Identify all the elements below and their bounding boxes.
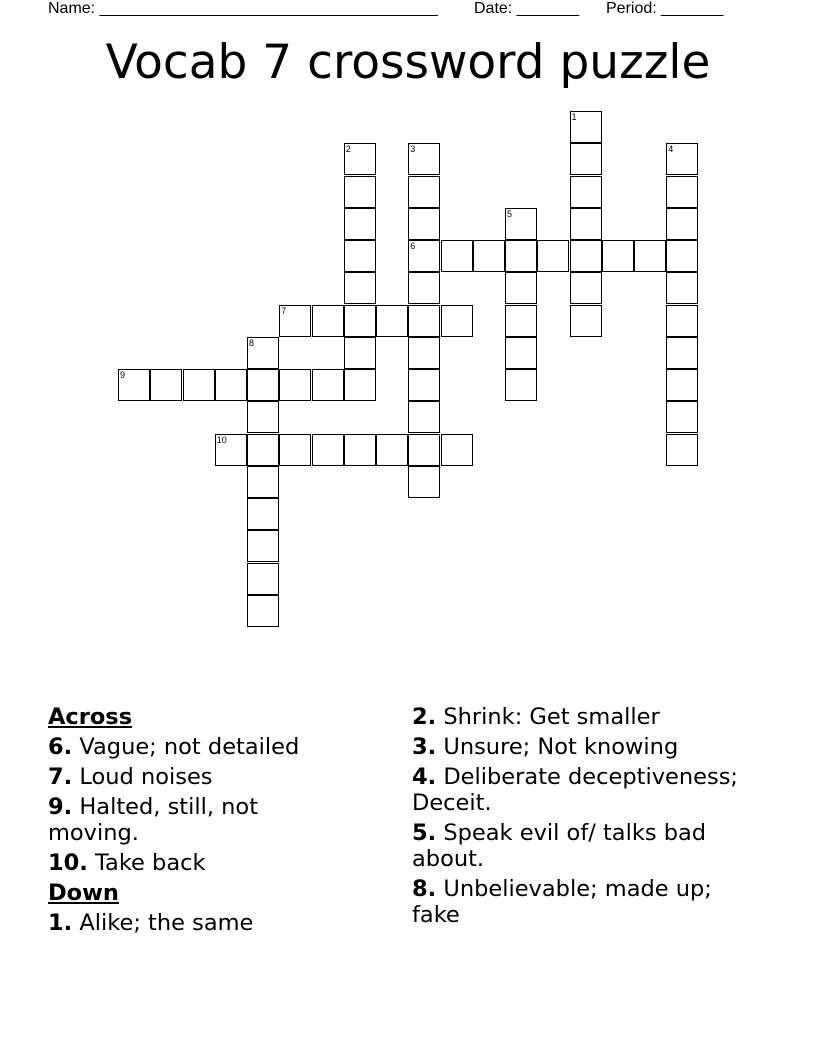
crossword-cell[interactable] (376, 434, 408, 466)
crossword-cell[interactable] (441, 305, 473, 337)
clue-text: Unbelievable; made up; fake (412, 876, 712, 928)
clue-text: Speak evil of/ talks bad about. (412, 820, 707, 872)
clue-down-2 (412, 704, 762, 730)
clue-number: 3. (412, 734, 437, 760)
crossword-cell[interactable] (376, 305, 408, 337)
crossword-cell[interactable] (570, 305, 602, 337)
crossword-cell[interactable] (473, 240, 505, 272)
name-field-label: Name: ______________________________________ (48, 0, 438, 17)
crossword-cell[interactable] (247, 434, 279, 466)
crossword-cell[interactable] (441, 434, 473, 466)
cell-number: 9 (120, 370, 126, 380)
crossword-cell[interactable] (183, 369, 215, 401)
crossword-cell[interactable] (505, 240, 537, 272)
cell-number: 8 (249, 337, 255, 348)
crossword-cell[interactable] (279, 369, 311, 401)
clue-text: Deliberate deceptiveness; Deceit. (412, 764, 738, 816)
clue-number: 9. (48, 794, 73, 820)
crossword-cell[interactable] (312, 434, 344, 466)
crossword-cell[interactable] (602, 240, 634, 272)
crossword-cell[interactable] (312, 305, 344, 337)
clue-down-8 (412, 876, 762, 928)
crossword-cell[interactable] (247, 530, 279, 562)
crossword-cell[interactable] (344, 305, 376, 337)
clue-across-7 (48, 764, 348, 790)
cell-number: 5 (507, 208, 513, 219)
clue-text: Take back (95, 850, 206, 876)
clue-text: Halted, still, not moving. (48, 794, 259, 846)
crossword-cell[interactable] (408, 305, 440, 337)
cell-number: 1 (571, 112, 577, 122)
crossword-cell[interactable] (247, 595, 279, 627)
clues-column-left (48, 704, 348, 940)
crossword-cell[interactable] (408, 466, 440, 498)
crossword-cell[interactable] (570, 143, 602, 175)
clue-down-3 (412, 734, 762, 760)
crossword-cell[interactable] (666, 434, 698, 466)
crossword-cell[interactable] (666, 240, 698, 272)
clues-column-right (412, 704, 762, 932)
crossword-cell[interactable] (344, 272, 376, 304)
crossword-cell[interactable] (344, 208, 376, 240)
crossword-cell[interactable] (279, 305, 311, 337)
clue-text: Shrink: Get smaller (443, 704, 660, 730)
cell-number: 7 (281, 305, 287, 316)
down-heading: Down (48, 880, 119, 906)
crossword-cell[interactable] (247, 369, 279, 401)
page-title: Vocab 7 crossword puzzle (105, 35, 711, 90)
clue-number: 4. (412, 764, 437, 790)
clue-text: Alike; the same (79, 910, 254, 936)
crossword-cell[interactable] (118, 369, 150, 401)
crossword-cell[interactable] (408, 272, 440, 304)
crossword-cell[interactable] (505, 337, 537, 369)
crossword-cell[interactable] (344, 240, 376, 272)
clue-number: 7. (48, 764, 73, 790)
cell-number: 10 (216, 434, 227, 445)
clue-down-5 (412, 820, 762, 872)
clue-number: 1. (48, 910, 73, 936)
crossword-cell[interactable] (666, 369, 698, 401)
crossword-cell[interactable] (505, 272, 537, 304)
crossword-cell[interactable] (150, 369, 182, 401)
crossword-cell[interactable] (247, 401, 279, 433)
crossword-cell[interactable] (505, 305, 537, 337)
cell-number: 3 (410, 144, 416, 155)
crossword-cell[interactable] (570, 111, 602, 143)
crossword-cell[interactable] (570, 176, 602, 208)
crossword-cell[interactable] (344, 176, 376, 208)
crossword-cell[interactable] (666, 337, 698, 369)
clue-text: Vague; not detailed (79, 734, 300, 760)
clue-down-4 (412, 764, 762, 816)
crossword-cell[interactable] (279, 434, 311, 466)
crossword-cell[interactable] (408, 369, 440, 401)
crossword-cell[interactable] (537, 240, 569, 272)
crossword-cell[interactable] (344, 143, 376, 175)
clue-text: Loud noises (79, 764, 213, 790)
crossword-cell[interactable] (247, 337, 279, 369)
clue-number: 8. (412, 876, 437, 902)
crossword-cell[interactable] (666, 143, 698, 175)
cell-number: 4 (668, 144, 674, 155)
crossword-cell[interactable] (247, 466, 279, 498)
crossword-cell[interactable] (215, 434, 247, 466)
cell-number: 6 (410, 241, 416, 251)
crossword-cell[interactable] (215, 369, 247, 401)
clue-across-9 (48, 794, 348, 846)
clue-number: 6. (48, 734, 73, 760)
clue-text: Unsure; Not knowing (443, 734, 679, 760)
crossword-cell[interactable] (344, 434, 376, 466)
clue-number: 5. (412, 820, 437, 846)
crossword-cell[interactable] (441, 240, 473, 272)
crossword-cell[interactable] (344, 369, 376, 401)
crossword-cell[interactable] (247, 563, 279, 595)
clue-down-1 (48, 910, 348, 936)
clue-across-10 (48, 850, 348, 876)
crossword-cell[interactable] (344, 337, 376, 369)
crossword-cell[interactable] (408, 208, 440, 240)
crossword-cell[interactable] (408, 143, 440, 175)
period-field-label: Period: _______ (606, 0, 724, 17)
crossword-cell[interactable] (570, 240, 602, 272)
crossword-cell[interactable] (408, 401, 440, 433)
crossword-cell[interactable] (666, 272, 698, 304)
crossword-cell[interactable] (312, 369, 344, 401)
crossword-cell[interactable] (634, 240, 666, 272)
crossword-cell[interactable] (408, 337, 440, 369)
crossword-cell[interactable] (505, 208, 537, 240)
crossword-cell[interactable] (666, 305, 698, 337)
crossword-cell[interactable] (505, 369, 537, 401)
crossword-cell[interactable] (666, 401, 698, 433)
crossword-cell[interactable] (408, 176, 440, 208)
crossword-cell[interactable] (408, 240, 440, 272)
crossword-cell[interactable] (666, 176, 698, 208)
crossword-cell[interactable] (408, 434, 440, 466)
across-heading: Across (48, 704, 133, 730)
clue-across-6 (48, 734, 348, 760)
crossword-cell[interactable] (666, 208, 698, 240)
crossword-cell[interactable] (247, 498, 279, 530)
cell-number: 2 (345, 144, 351, 155)
date-field-label: Date: _______ (474, 0, 579, 17)
clue-number: 2. (412, 704, 437, 730)
clue-number: 10. (48, 850, 88, 876)
crossword-cell[interactable] (570, 208, 602, 240)
crossword-cell[interactable] (570, 272, 602, 304)
